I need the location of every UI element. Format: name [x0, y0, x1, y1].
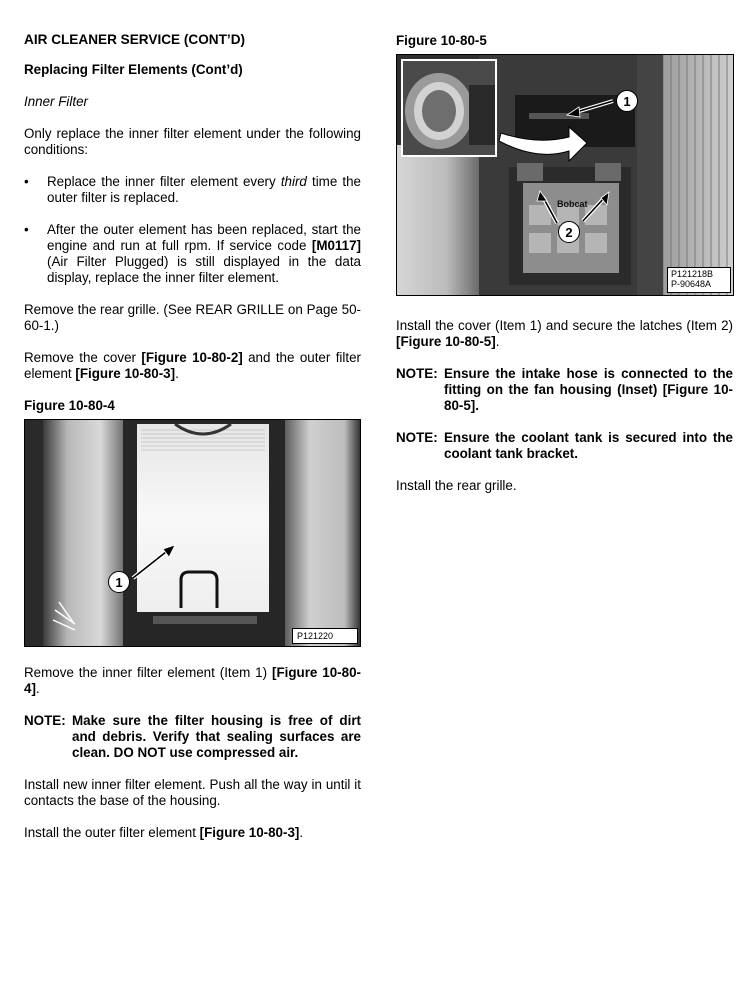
note-label: NOTE:	[24, 713, 66, 728]
remove-cover-text: Remove the cover	[24, 350, 142, 365]
intro-paragraph: Only replace the inner filter element under the following conditions:	[24, 126, 361, 157]
bullet-1-emphasis: third	[280, 174, 307, 189]
period: .	[299, 825, 304, 840]
bullet-marker: •	[24, 222, 29, 237]
callout-1: 1	[108, 571, 130, 593]
figure-ref: [Figure 10-80-3]	[75, 366, 176, 381]
install-cover-paragraph	[396, 318, 733, 350]
note-label: NOTE:	[396, 430, 438, 445]
remove-cover-paragraph	[24, 350, 361, 382]
figure-code-1: P121218B	[671, 269, 714, 279]
figure-title: Figure 10-80-5	[396, 33, 487, 48]
service-code: [M0117]	[311, 238, 361, 253]
remove-inner-text: Remove the inner filter element (Item 1)	[24, 665, 272, 680]
figure-code: P121220	[292, 628, 358, 644]
figure-ref: [Figure 10-80-4]	[24, 665, 361, 696]
figure-ref: [Figure 10-80-3]	[199, 825, 300, 840]
cover-latch-photo	[397, 55, 733, 295]
note-text-intake-hose: Ensure the intake hose is connected to the fitting on the fan housing (Inset) [Figure 10-80-5].	[444, 366, 733, 413]
figure-ref: [Figure 10-80-5]	[396, 334, 496, 349]
install-cover-text: Install the cover (Item 1) and secure the latches (Item 2)	[396, 318, 733, 333]
install-grille-paragraph: Install the rear grille.	[396, 478, 517, 493]
period: .	[495, 334, 500, 349]
note-label: NOTE:	[396, 366, 438, 381]
period: .	[175, 366, 179, 381]
bullet-marker: •	[24, 174, 29, 189]
page-heading: AIR CLEANER SERVICE (CONT’D)	[24, 32, 246, 47]
remove-grille-paragraph: Remove the rear grille. (See REAR GRILLE on Page 50-60-1.)	[24, 302, 361, 333]
bullet-2-text-end: (Air Filter Plugged) is still displayed in the data display, replace the inner filter element.	[47, 254, 361, 285]
figure-code-2: P-90648A	[671, 279, 712, 289]
period: .	[35, 681, 40, 696]
figure-codes	[667, 267, 731, 293]
callout-2: 2	[558, 221, 580, 243]
figure-10-80-4	[24, 419, 361, 647]
figure-10-80-5	[396, 54, 734, 296]
note-text: Make sure the filter housing is free of dirt and debris. Verify that sealing surfaces are clean. DO NOT use compressed air.	[72, 713, 361, 760]
install-outer-paragraph	[24, 825, 361, 841]
install-outer-text: Install the outer filter element	[24, 825, 200, 840]
install-inner-paragraph: Install new inner filter element. Push all the way in until it contacts the base of the housing.	[24, 777, 361, 808]
bullet-2	[47, 222, 361, 286]
brand-decal: Bobcat	[557, 199, 588, 209]
note-text-coolant-tank: Ensure the coolant tank is secured into the coolant tank bracket.	[444, 430, 733, 461]
bullet-1	[47, 174, 361, 206]
inner-filter-photo	[25, 420, 360, 646]
section-title: Inner Filter	[24, 94, 88, 109]
figure-ref: [Figure 10-80-2]	[141, 350, 243, 365]
bullet-2-text: After the outer element has been replaced, start the engine and run at full rpm. If service code	[47, 222, 361, 253]
remove-inner-paragraph	[24, 665, 361, 697]
bullet-1-text-end: time the outer filter is replaced.	[47, 174, 361, 205]
remove-cover-text-mid: and the outer filter element	[24, 350, 362, 381]
callout-1: 1	[616, 90, 638, 112]
figure-title: Figure 10-80-4	[24, 398, 115, 413]
subheading: Replacing Filter Elements (Cont’d)	[24, 62, 243, 77]
bullet-1-text: Replace the inner filter element every	[47, 174, 281, 189]
